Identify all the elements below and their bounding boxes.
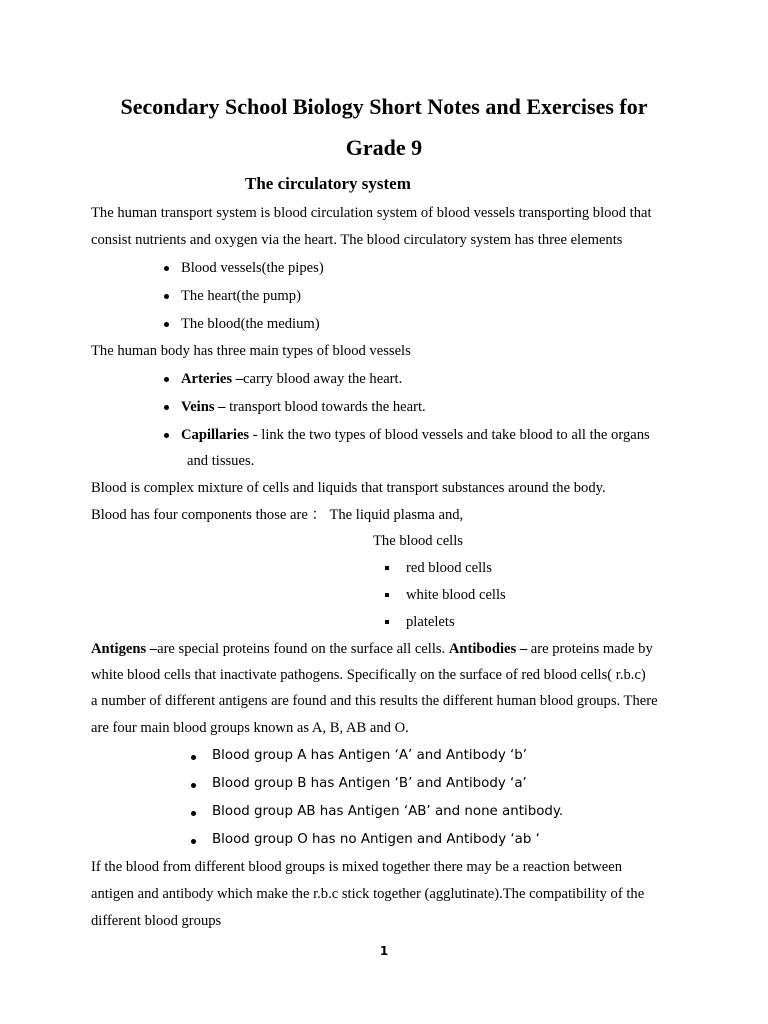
list-item-element: The blood(the medium) — [181, 316, 320, 332]
list-item-vessel — [181, 426, 650, 444]
term-antigens: Antigens – — [91, 641, 158, 657]
list-item-cell: white blood cells — [406, 587, 506, 603]
bullet-icon — [164, 266, 169, 271]
antibodies-text: are proteins made by — [527, 641, 653, 657]
bullet-icon — [164, 377, 169, 382]
list-item-vessel — [181, 398, 426, 416]
antigens-text: are special proteins found on the surface all cells. — [157, 641, 449, 657]
intro-line-1: The human transport system is blood circulation system of blood vessels transporting blood that — [91, 205, 652, 221]
term-veins: Veins – — [181, 399, 226, 415]
list-item-vessel — [181, 370, 402, 388]
bullet-icon — [191, 755, 196, 760]
vessel-description-continued: and tissues. — [187, 453, 255, 469]
bullet-icon — [191, 811, 196, 816]
list-item-cell: red blood cells — [406, 560, 492, 576]
term-arteries: Arteries – — [181, 371, 243, 387]
antigens-paragraph-line-1 — [91, 640, 653, 658]
bullet-icon — [191, 783, 196, 788]
list-item-blood-group: Blood group AB has Antigen ‘AB’ and none antibody. — [212, 804, 564, 819]
list-item-blood-group: Blood group O has no Antigen and Antibody ‘ab ‘ — [212, 832, 540, 847]
bullet-icon — [164, 433, 169, 438]
document-title-line-2: Grade 9 — [345, 135, 423, 160]
square-bullet-icon — [385, 566, 389, 570]
list-item-element: Blood vessels(the pipes) — [181, 260, 324, 276]
list-item-element: The heart(the pump) — [181, 288, 301, 304]
intro-line-2: consist nutrients and oxygen via the heart. The blood circulatory system has three elements — [91, 232, 623, 248]
list-item-blood-group: Blood group A has Antigen ‘A’ and Antibody ‘b’ — [212, 748, 528, 763]
vessel-description: - link the two types of blood vessels and take blood to all the organs — [249, 427, 650, 443]
blood-cells-heading: The blood cells — [373, 533, 463, 549]
vessel-description: carry blood away the heart. — [243, 371, 403, 387]
list-item-blood-group: Blood group B has Antigen ‘B’ and Antibody ‘a’ — [212, 776, 527, 791]
square-bullet-icon — [385, 593, 389, 597]
bullet-icon — [164, 294, 169, 299]
closing-line-3: different blood groups — [91, 913, 222, 929]
bullet-icon — [191, 839, 196, 844]
section-heading: The circulatory system — [245, 174, 411, 193]
vessel-description: transport blood towards the heart. — [225, 399, 426, 415]
bullet-icon — [164, 405, 169, 410]
antigens-paragraph-line-3: a number of different antigens are found and this results the different human blood groups. There — [91, 693, 658, 709]
blood-components: Blood has four components those are ： The liquid plasma and, — [91, 507, 464, 523]
term-capillaries: Capillaries — [181, 427, 250, 443]
closing-line-2: antigen and antibody which make the r.b.c stick together (agglutinate).The compatibility of the — [91, 886, 645, 902]
blood-definition: Blood is complex mixture of cells and liquids that transport substances around the body. — [91, 480, 606, 496]
bullet-icon — [164, 322, 169, 327]
square-bullet-icon — [385, 620, 389, 624]
term-antibodies: Antibodies – — [448, 641, 528, 657]
list-item-cell: platelets — [406, 614, 455, 630]
document-title-line-1: Secondary School Biology Short Notes and Exercises for — [120, 94, 648, 119]
vessels-intro: The human body has three main types of blood vessels — [91, 343, 411, 359]
closing-line-1: If the blood from different blood groups is mixed together there may be a reaction between — [91, 859, 623, 875]
antigens-paragraph-line-2: white blood cells that inactivate pathogens. Specifically on the surface of red blood cells( r.b.c) — [91, 667, 646, 683]
page-number: 1 — [379, 944, 389, 958]
antigens-paragraph-line-4: are four main blood groups known as A, B, AB and O. — [91, 720, 409, 736]
